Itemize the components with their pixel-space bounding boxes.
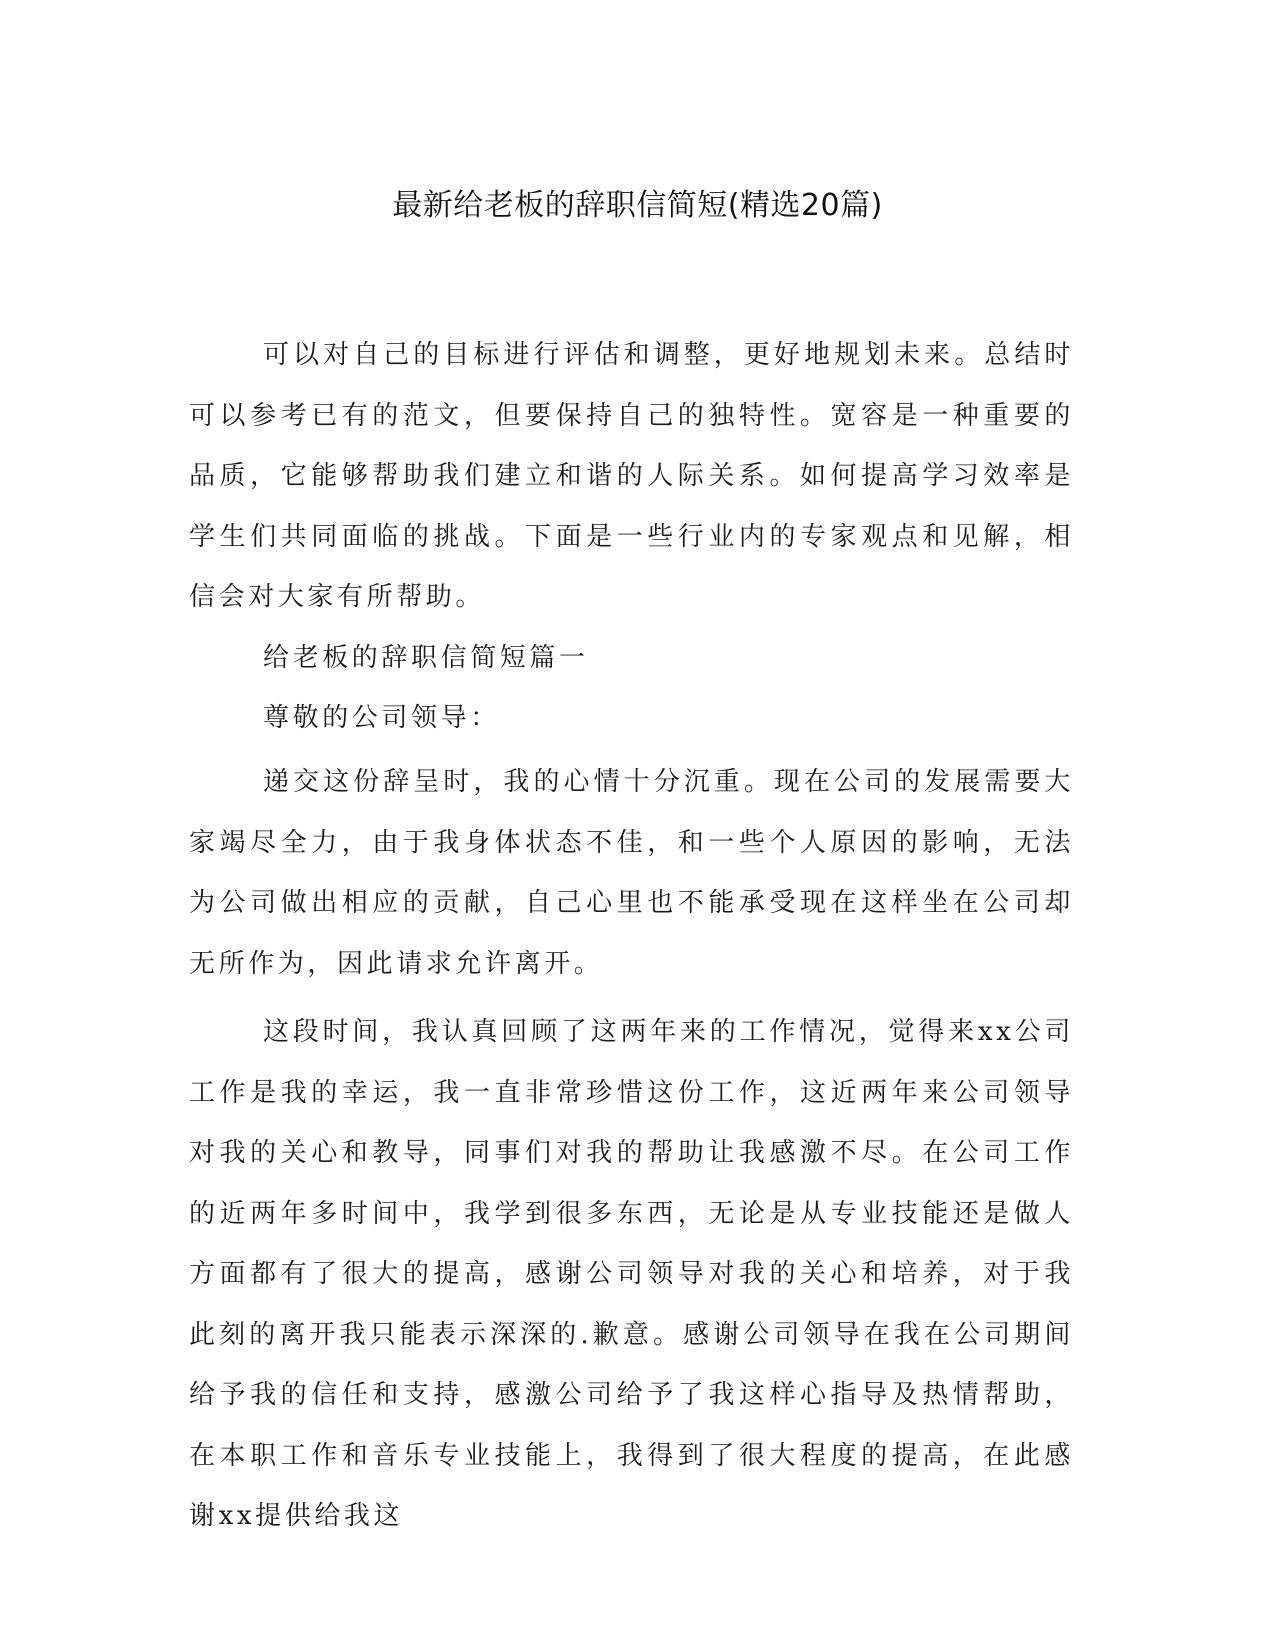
section-heading: 给老板的辞职信简短篇一 <box>263 643 589 673</box>
section-heading-block <box>189 628 1074 689</box>
letter-paragraph-2: 这段时间，我认真回顾了这两年来的工作情况，觉得来xx公司工作是我的幸运，我一直非常珍惜这份工作，这近两年来公司领导对我的关心和教导，同事们对我的帮助让我感激不尽。在公司工作的近两年多时间中，我学到很多东西，无论是从专业技能还是做人方面都有了很大的提高，感谢公司领导对我的关心和培养，对于我此刻的离开我只能表示深深的.歉意。感谢公司领导在我在公司期间给予我的信任和支持，感激公司给予了我这样心指导及热情帮助，在本职工作和音乐专业技能上，我得到了很大程度的提高，在此感谢xx提供给我这 <box>189 1017 1074 1531</box>
salutation-block <box>189 688 1074 749</box>
letter-paragraph-2-block <box>189 1002 1074 1547</box>
intro-paragraph: 可以对自己的目标进行评估和调整，更好地规划未来。总结时可以参考已有的范文，但要保持自己的独特性。宽容是一种重要的品质，它能够帮助我们建立和谐的人际关系。如何提高学习效率是学生们共同面临的挑战。下面是一些行业内的专家观点和见解，相信会对大家有所帮助。 <box>189 340 1074 612</box>
letter-salutation: 尊敬的公司领导： <box>263 703 500 733</box>
document-title: 最新给老板的辞职信简短(精选20篇) <box>392 188 883 223</box>
intro-block <box>189 325 1074 628</box>
letter-paragraph-1-block <box>189 752 1074 994</box>
letter-paragraph-1: 递交这份辞呈时，我的心情十分沉重。现在公司的发展需要大家竭尽全力，由于我身体状态不佳，和一些个人原因的影响，无法为公司做出相应的贡献，自己心里也不能承受现在这样坐在公司却无所作为，因此请求允许离开。 <box>189 767 1074 979</box>
